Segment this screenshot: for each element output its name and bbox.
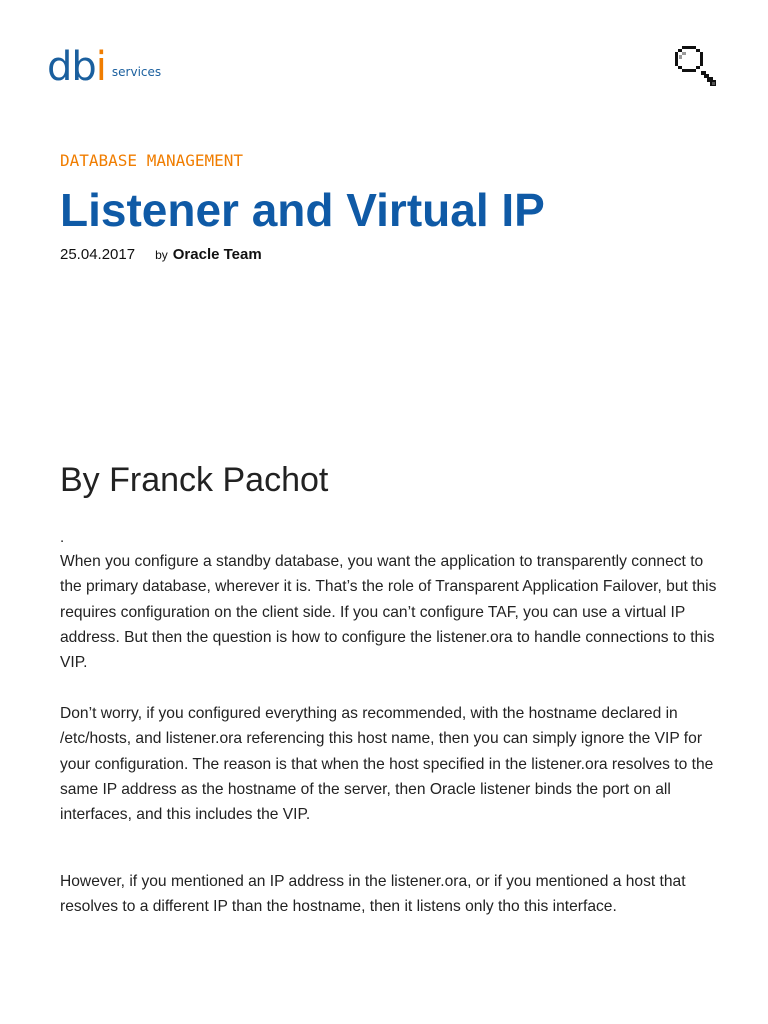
by-label: by <box>155 248 168 262</box>
paragraph-1: When you configure a standby database, you want the application to transparently connect to the primary database, wherever it is. That’s the role of Transparent Application Failover, but this requires configuration on the client side. If you can’t configure TAF, you can use a virtual IP address. But then the question is how to configure the listener.ora to handle connections to this VIP. <box>60 553 717 672</box>
paragraph-2: Don’t worry, if you configured everything as recommended, with the hostname declared in /etc/hosts, and listener.ora referencing this host name, then you can simply ignore the VIP for your configuration. The reason is that when the host specified in the listener.ora resolves to the same IP address as the hostname of the server, then Oracle listener binds the port on all interfaces, and this includes the VIP. <box>60 705 714 824</box>
post-meta <box>60 245 262 265</box>
article-byline: By Franck Pachot <box>60 461 329 499</box>
logo-subtitle: services <box>111 65 162 79</box>
paragraph-3: However, if you mentioned an IP address in the listener.ora, or if you mentioned a host that resolves to a different IP than the hostname, then it listens only tho this interface. <box>60 873 686 916</box>
category-link[interactable]: DATABASE MANAGEMENT <box>60 151 244 170</box>
site-header <box>0 0 768 130</box>
site-logo[interactable] <box>47 44 162 90</box>
logo-main-text: db <box>47 44 96 90</box>
author-link[interactable]: Oracle Team <box>172 246 262 263</box>
logo-wordmark <box>47 44 106 90</box>
post-date: 25.04.2017 <box>60 246 136 263</box>
search-button[interactable] <box>672 44 720 90</box>
search-icon <box>672 44 720 90</box>
page-title: Listener and Virtual IP <box>60 184 545 236</box>
separator-dot: . <box>60 529 65 546</box>
logo-accent-text: i <box>95 44 106 90</box>
